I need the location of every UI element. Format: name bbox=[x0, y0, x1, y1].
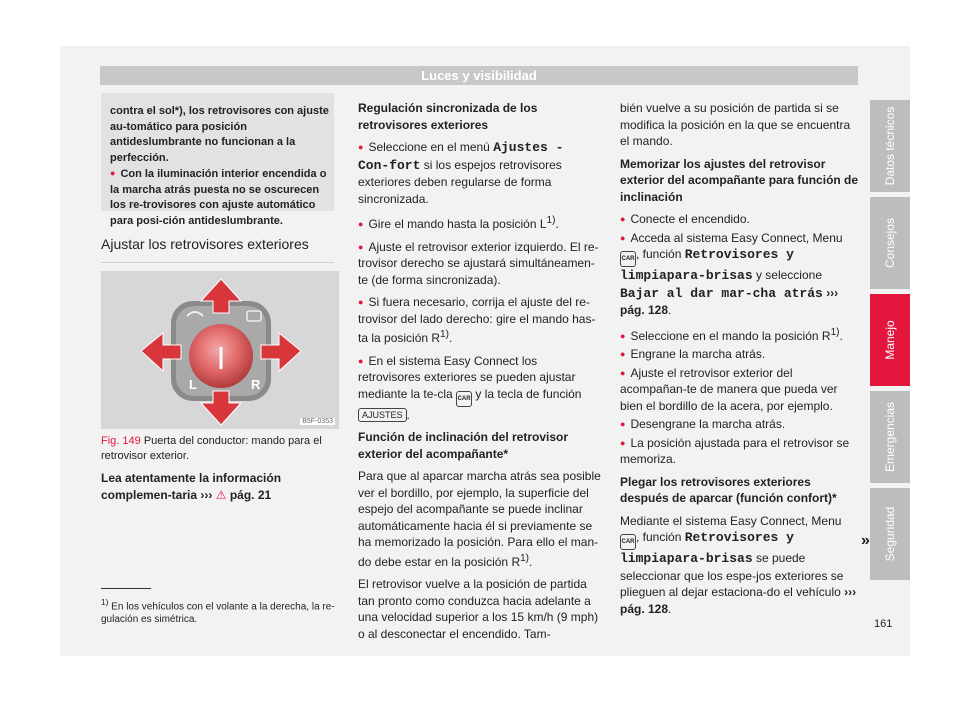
tab-datos-tecnicos[interactable] bbox=[870, 100, 910, 192]
b2-sup: 1) bbox=[546, 215, 556, 226]
bullet-adjust-passenger: ● Ajuste el retrovisor exterior del acompañan-te de manera que pueda ver bien el bordillo de la acera, por ejemplo. bbox=[620, 365, 860, 415]
read-info-text: Lea atentamente la información complemen-taria bbox=[101, 471, 282, 502]
mirror-control-illustration bbox=[101, 271, 339, 429]
bullet-select-r: ● Seleccione en el mando la posición $R^{1)}$. bbox=[620, 325, 860, 345]
c3b3-text: Seleccione en el mando la posición R bbox=[630, 328, 831, 343]
b2-text: Gire el mando hasta la posición L bbox=[368, 217, 547, 231]
para-fold: Mediante el sistema Easy Connect, Menu CAR , función Retrovisores y limpiapara-brisas se puede seleccionar que los espe-jos exteriores se plieguen al dejar estaciona-do el vehículo ››› pág. 128. bbox=[620, 513, 857, 616]
b5-pre: En el sistema Easy Connect los retrovisores exteriores se pueden ajustar mediante la te-cla bbox=[358, 353, 576, 401]
warning-icon: ⚠ bbox=[215, 487, 227, 502]
b4-text: Si fuera necesario, corrija el ajuste del re-trovisor del lado derecho: gire el mando has-ta la posición R bbox=[358, 295, 596, 345]
bullet-reverse: ● Engrane la marcha atrás. bbox=[620, 346, 860, 363]
bullet-easy-connect: ● En el sistema Easy Connect los retrovisores exteriores se pueden ajustar mediante la te-cla CAR y la tecla de función AJUSTES . bbox=[358, 353, 602, 424]
tab-label: Datos técnicos bbox=[883, 106, 897, 186]
page-number: 161 bbox=[874, 618, 893, 630]
tab-label: Manejo bbox=[883, 320, 897, 360]
figure-mirror-control bbox=[101, 271, 339, 429]
section-title: Ajustar los retrovisores exteriores bbox=[101, 236, 309, 252]
heading-tilt: Función de inclinación del retrovisor exterior del acompañante* bbox=[358, 430, 569, 461]
b5-mid: y la tecla de función bbox=[472, 386, 582, 401]
read-info bbox=[101, 470, 339, 503]
column-2 bbox=[358, 100, 602, 648]
heading-sync: Regulación sincronizada de los retrovisores exteriores bbox=[358, 101, 538, 132]
c3p1-arrows: ››› bbox=[844, 585, 857, 599]
car-key-icon-3: CAR bbox=[620, 534, 636, 550]
c3b3-sup: 1) bbox=[830, 326, 840, 338]
tab-label: Emergencias bbox=[883, 401, 897, 473]
para-return: El retrovisor vuelve a la posición de partida tan pronto como conduzca hacia adelante a una velocidad superior a los 15 km/h (9 mph) o al desconectar el encendido. Tam- bbox=[358, 577, 599, 641]
c3b2-ref[interactable]: pág. 128 bbox=[620, 303, 669, 317]
caption-label: Fig. 149 bbox=[101, 435, 141, 447]
c3p1-pre: Mediante el sistema Easy Connect, Menu bbox=[620, 513, 842, 528]
c3b2-pre: Acceda al sistema Easy Connect, Menu bbox=[630, 230, 843, 245]
caption-text: Puerta del conductor: mando para el retrovisor exterior. bbox=[101, 435, 322, 462]
c3b2-mid: , función bbox=[636, 247, 685, 261]
menu-retrovisores: Retrovisores y limpiapara-brisas bbox=[620, 247, 794, 283]
menu-retrovisores-2: Retrovisores y limpiapara-brisas bbox=[620, 530, 794, 566]
read-info-ref[interactable]: pág. 21 bbox=[229, 487, 272, 502]
b1-post: si los espejos retrovisores exteriores deben regularse de forma sincronizada. bbox=[358, 157, 562, 206]
note-bullet-text: Con la iluminación interior encendida o la marcha atrás puesta no se oscurecen los re-trovisores con ajuste automático para posi-ción antideslumbrante. bbox=[110, 168, 327, 227]
tab-seguridad[interactable] bbox=[870, 488, 910, 580]
bullet-select-menu bbox=[358, 139, 602, 207]
para-continue: bién vuelve a su posición de partida si se modifica la posición en la que se encuentra el mando. bbox=[620, 101, 851, 148]
ajustes-key: AJUSTES bbox=[358, 408, 407, 422]
car-key-icon: CAR bbox=[456, 391, 472, 407]
footnote-divider bbox=[101, 588, 151, 589]
section-divider bbox=[101, 262, 334, 263]
note-bullet bbox=[110, 166, 330, 229]
bullet-access-menu: ● Acceda al sistema Easy Connect, Menu CAR , función Retrovisores y limpiapara-brisas y seleccione Bajar al dar mar-cha atrás ››› pág. 128. bbox=[620, 230, 860, 319]
b1-pre: Seleccione en el menú bbox=[368, 140, 494, 154]
tab-manejo[interactable] bbox=[870, 294, 910, 386]
footnote-mark: 1) bbox=[101, 597, 109, 607]
tab-emergencias[interactable] bbox=[870, 391, 910, 483]
bullet-memorized: ● La posición ajustada para el retrovisor se memoriza. bbox=[620, 435, 860, 468]
figure-caption bbox=[101, 434, 339, 464]
menu-ajustes-confort: Ajustes - Con-fort bbox=[358, 140, 564, 173]
footnote bbox=[101, 596, 341, 626]
heading-memorize: Memorizar los ajustes del retrovisor exterior del acompañante para función de inclinación bbox=[620, 156, 859, 204]
c3p1-ref[interactable]: pág. 128 bbox=[620, 601, 669, 616]
c3b2-arrows: ››› bbox=[826, 285, 839, 300]
bullet-turn-l: ● Gire el mando hasta la posición $L^{1)}$. bbox=[358, 213, 602, 233]
bullet-disengage: ● Desengrane la marcha atrás. bbox=[620, 416, 860, 433]
footnote-text: En los vehículos con el volante a la derecha, la re-gulación es simétrica. bbox=[101, 601, 335, 626]
tab-label: Consejos bbox=[883, 217, 897, 269]
bullet-correct-right: ● Si fuera necesario, corrija el ajuste del re-trovisor del lado derecho: gire el mando has-ta la posición $R^{1)}$. bbox=[358, 294, 602, 347]
chapter-header: Luces y visibilidad bbox=[100, 66, 858, 85]
knob-letter-r: R bbox=[251, 377, 261, 392]
knob-letter-l: L bbox=[189, 377, 197, 392]
column-3 bbox=[620, 100, 860, 623]
para-tilt: Para que al aparcar marcha atrás sea posible ver el bordillo, por ejemplo, la superficie del espejo del acompañante se puede inclinar automáticamente hacia él si previamente se ha memorizado la posición. Para ello el man-do debe estar en la posición $R^{1)}$. bbox=[358, 469, 601, 569]
tab-label: Seguridad bbox=[883, 506, 897, 562]
p1-text: Para que al aparcar marcha atrás sea posible ver el bordillo, por ejemplo, la superficie del espejo del acompañante se puede inclinar automáticamente hacia él si previamente se ha memorizado la posición. Para ello el man-do debe estar en la posición R bbox=[358, 469, 601, 569]
menu-bajar-marcha-atras: Bajar al dar mar-cha atrás bbox=[620, 285, 823, 301]
bullet-ignition: ● Conecte el encendido. bbox=[620, 211, 860, 228]
read-info-arrows: ››› bbox=[200, 487, 213, 502]
c3b2-mid2: y seleccione bbox=[752, 268, 822, 282]
c3p1-post: se puede seleccionar que los espe-jos exteriores se plieguen al dejar estaciona-do el vehículo bbox=[620, 551, 845, 599]
c3p1-mid: , función bbox=[636, 530, 685, 544]
p1-sup: 1) bbox=[520, 552, 530, 564]
b4-sup: 1) bbox=[440, 329, 449, 340]
bullet-adjust-left: ● Ajuste el retrovisor exterior izquierdo. El re-trovisor derecho se ajustará simultáneamen-te (de forma sincronizada). bbox=[358, 239, 602, 289]
car-key-icon-2: CAR bbox=[620, 251, 636, 267]
continue-mark: » bbox=[861, 532, 870, 549]
note-text: contra el sol*), los retrovisores con ajuste au-tomático para posición antideslumbrante no funcionan a la perfección. bbox=[110, 105, 329, 164]
figure-code: B5F-0353 bbox=[302, 418, 333, 425]
heading-fold: Plegar los retrovisores exteriores después de aparcar (función confort)* bbox=[620, 474, 837, 505]
note-box bbox=[101, 93, 334, 227]
tab-consejos[interactable] bbox=[870, 197, 910, 289]
